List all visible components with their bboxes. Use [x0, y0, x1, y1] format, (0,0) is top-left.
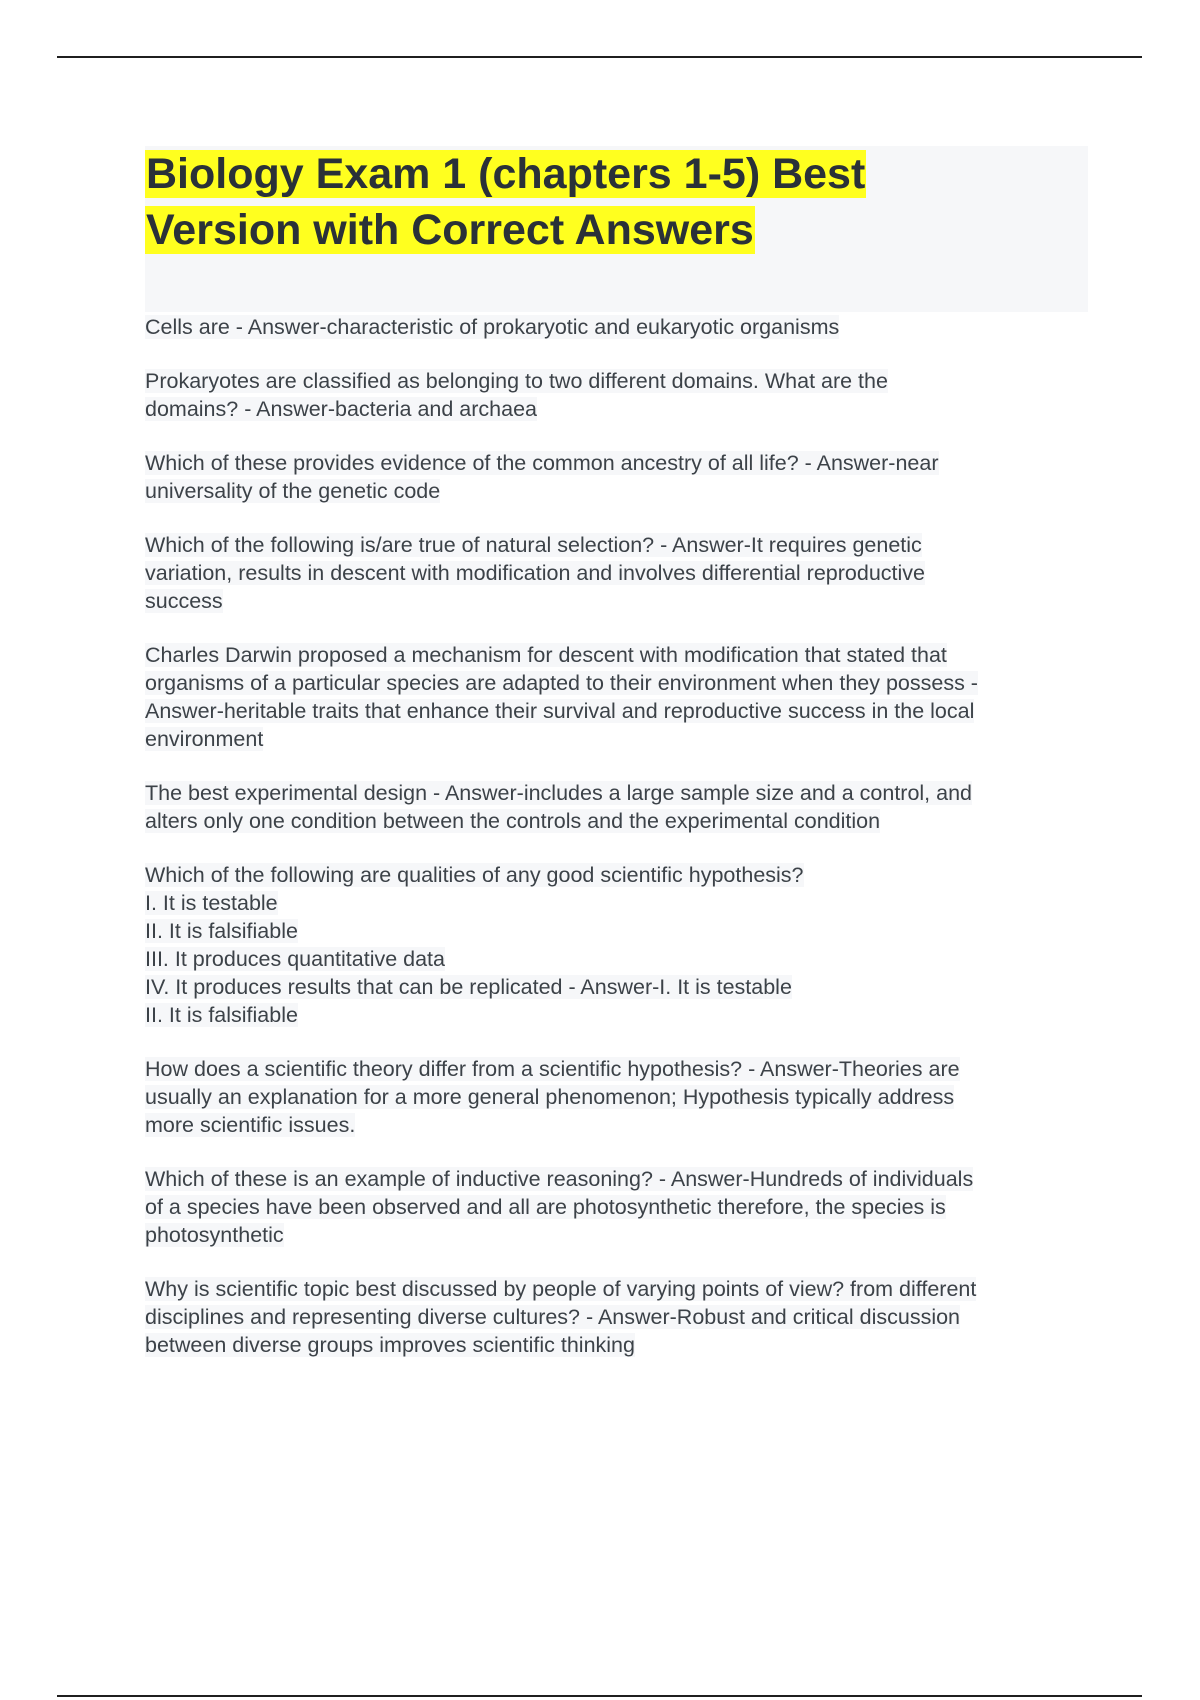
- qa-line: Why is scientific topic best discussed by people of varying points of view? from different: [145, 1277, 977, 1301]
- qa-line: more scientific issues.: [145, 1113, 356, 1137]
- qa-line: II. It is falsifiable: [145, 919, 298, 943]
- qa-line: photosynthetic: [145, 1223, 284, 1247]
- qa-line: disciplines and representing diverse cultures? - Answer-Robust and critical discussion: [145, 1305, 961, 1329]
- qa-line: IV. It produces results that can be replicated - Answer-I. It is testable: [145, 975, 792, 999]
- qa-item: [145, 313, 1090, 341]
- qa-line: domains? - Answer-bacteria and archaea: [145, 397, 537, 421]
- title-line-2: Version with Correct Answers: [146, 206, 754, 254]
- qa-line: Which of these is an example of inductive reasoning? - Answer-Hundreds of individuals: [145, 1167, 974, 1191]
- qa-line: of a species have been observed and all are photosynthetic therefore, the species is: [145, 1195, 946, 1219]
- qa-line: III. It produces quantitative data: [145, 947, 445, 971]
- qa-item: [145, 531, 1090, 615]
- qa-line: organisms of a particular species are adapted to their environment when they possess -: [145, 671, 978, 695]
- qa-item: [145, 367, 1090, 423]
- qa-line: Cells are - Answer-characteristic of prokaryotic and eukaryotic organisms: [145, 315, 840, 339]
- document-title: [145, 146, 1088, 258]
- qa-line: II. It is falsifiable: [145, 1003, 298, 1027]
- qa-line: Which of the following are qualities of any good scientific hypothesis?: [145, 863, 804, 887]
- title-block: [145, 146, 1088, 312]
- qa-item: [145, 449, 1090, 505]
- qa-line: between diverse groups improves scientific thinking: [145, 1333, 635, 1357]
- qa-item: [145, 1275, 1090, 1359]
- qa-line: Answer-heritable traits that enhance their survival and reproductive success in the local: [145, 699, 975, 723]
- qa-line: success: [145, 589, 223, 613]
- qa-item: [145, 1165, 1090, 1249]
- title-line-1: Biology Exam 1 (chapters 1-5) Best: [146, 150, 866, 198]
- qa-line: alters only one condition between the controls and the experimental condition: [145, 809, 881, 833]
- qa-line: Which of the following is/are true of natural selection? - Answer-It requires genetic: [145, 533, 922, 557]
- qa-line: I. It is testable: [145, 891, 278, 915]
- qa-line: Which of these provides evidence of the common ancestry of all life? - Answer-near: [145, 451, 939, 475]
- qa-item: [145, 641, 1090, 753]
- qa-line: How does a scientific theory differ from a scientific hypothesis? - Answer-Theories are: [145, 1057, 960, 1081]
- qa-line: The best experimental design - Answer-includes a large sample size and a control, and: [145, 781, 973, 805]
- qa-line: usually an explanation for a more general phenomenon; Hypothesis typically address: [145, 1085, 955, 1109]
- qa-list: [145, 313, 1090, 1385]
- bottom-rule: [57, 1695, 1142, 1697]
- qa-line: variation, results in descent with modification and involves differential reproductive: [145, 561, 925, 585]
- qa-line: Charles Darwin proposed a mechanism for descent with modification that stated that: [145, 643, 947, 667]
- qa-item: [145, 861, 1090, 1029]
- qa-line: Prokaryotes are classified as belonging to two different domains. What are the: [145, 369, 888, 393]
- qa-item: [145, 1055, 1090, 1139]
- qa-line: environment: [145, 727, 264, 751]
- qa-item: [145, 779, 1090, 835]
- top-rule: [57, 56, 1142, 58]
- qa-line: universality of the genetic code: [145, 479, 441, 503]
